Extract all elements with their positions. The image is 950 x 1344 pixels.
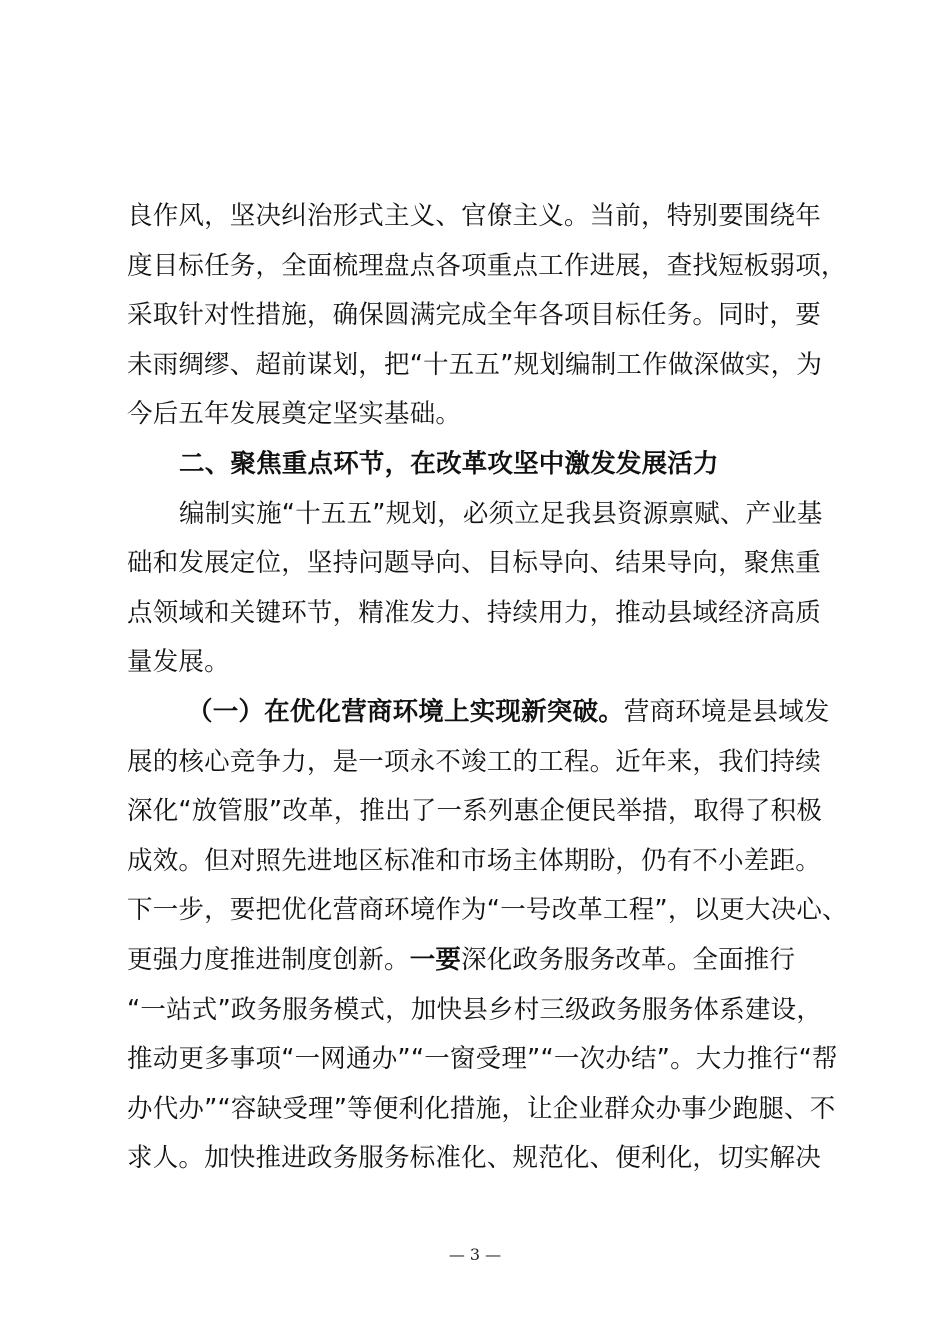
document-body xyxy=(127,192,848,1184)
paragraph-line: 量发展。 xyxy=(127,647,230,678)
text-after-emphasis: 深化政务服务改革。全面推行 xyxy=(461,944,796,975)
subsection-text: 营商环境是县域发 xyxy=(623,696,830,727)
paragraph-line: 下一步，要把优化营商环境作为“一号改革工程”，以更大决心、 xyxy=(127,895,848,926)
subsection-first-line xyxy=(127,688,830,738)
section-heading: 二、聚焦重点环节，在改革攻坚中激发发展活力 xyxy=(179,448,719,479)
paragraph-line: 展的核心竞争力，是一项永不竣工的工程。近年来，我们持续 xyxy=(127,746,821,777)
paragraph-line: 深化“放管服”改革，推出了一系列惠企便民举措，取得了积极 xyxy=(127,796,823,827)
paragraph-line: 办代办”“容缺受理”等便利化措施，让企业群众办事少跑腿、不 xyxy=(127,1093,836,1124)
paragraph-line: 度目标任务，全面梳理盘点各项重点工作进展，查找短板弱项， xyxy=(127,250,847,281)
subsection-heading: （一）在优化营商环境上实现新突破。 xyxy=(187,696,624,727)
paragraph-line: 点领域和关键环节，精准发力、持续用力，推动县域经济高质 xyxy=(127,597,821,628)
paragraph-line: 编制实施“十五五”规划，必须立足我县资源禀赋、产业基 xyxy=(179,498,823,529)
paragraph-line: “一站式”政务服务模式，加快县乡村三级政务服务体系建设， xyxy=(127,994,823,1025)
paragraph-line: 未雨绸缪、超前谋划，把“十五五”规划编制工作做深做实，为 xyxy=(127,349,823,380)
paragraph-line: 推动更多事项“一网通办”“一窗受理”“一次办结”。大力推行“帮 xyxy=(127,1044,838,1075)
paragraph-line: 今后五年发展奠定坚实基础。 xyxy=(127,399,462,430)
emphasis-phrase: 一要 xyxy=(409,944,462,975)
paragraph-line-with-emphasis xyxy=(127,936,827,986)
paragraph-line: 求人。加快推进政务服务标准化、规范化、便利化，切实解决 xyxy=(127,1143,821,1174)
paragraph-line: 成效。但对照先进地区标准和市场主体期盼，仍有不小差距。 xyxy=(127,845,821,876)
paragraph-line: 良作风，坚决纠治形式主义、官僚主义。当前，特别要围绕年 xyxy=(127,201,821,231)
paragraph-line: 础和发展定位，坚持问题导向、目标导向、结果导向，聚焦重 xyxy=(127,548,821,579)
paragraph-line: 采取针对性措施，确保圆满完成全年各项目标任务。同时，要 xyxy=(127,300,821,331)
page-number: — 3 — xyxy=(448,1245,502,1264)
text-before-emphasis: 更强力度推进制度创新。 xyxy=(127,944,410,975)
